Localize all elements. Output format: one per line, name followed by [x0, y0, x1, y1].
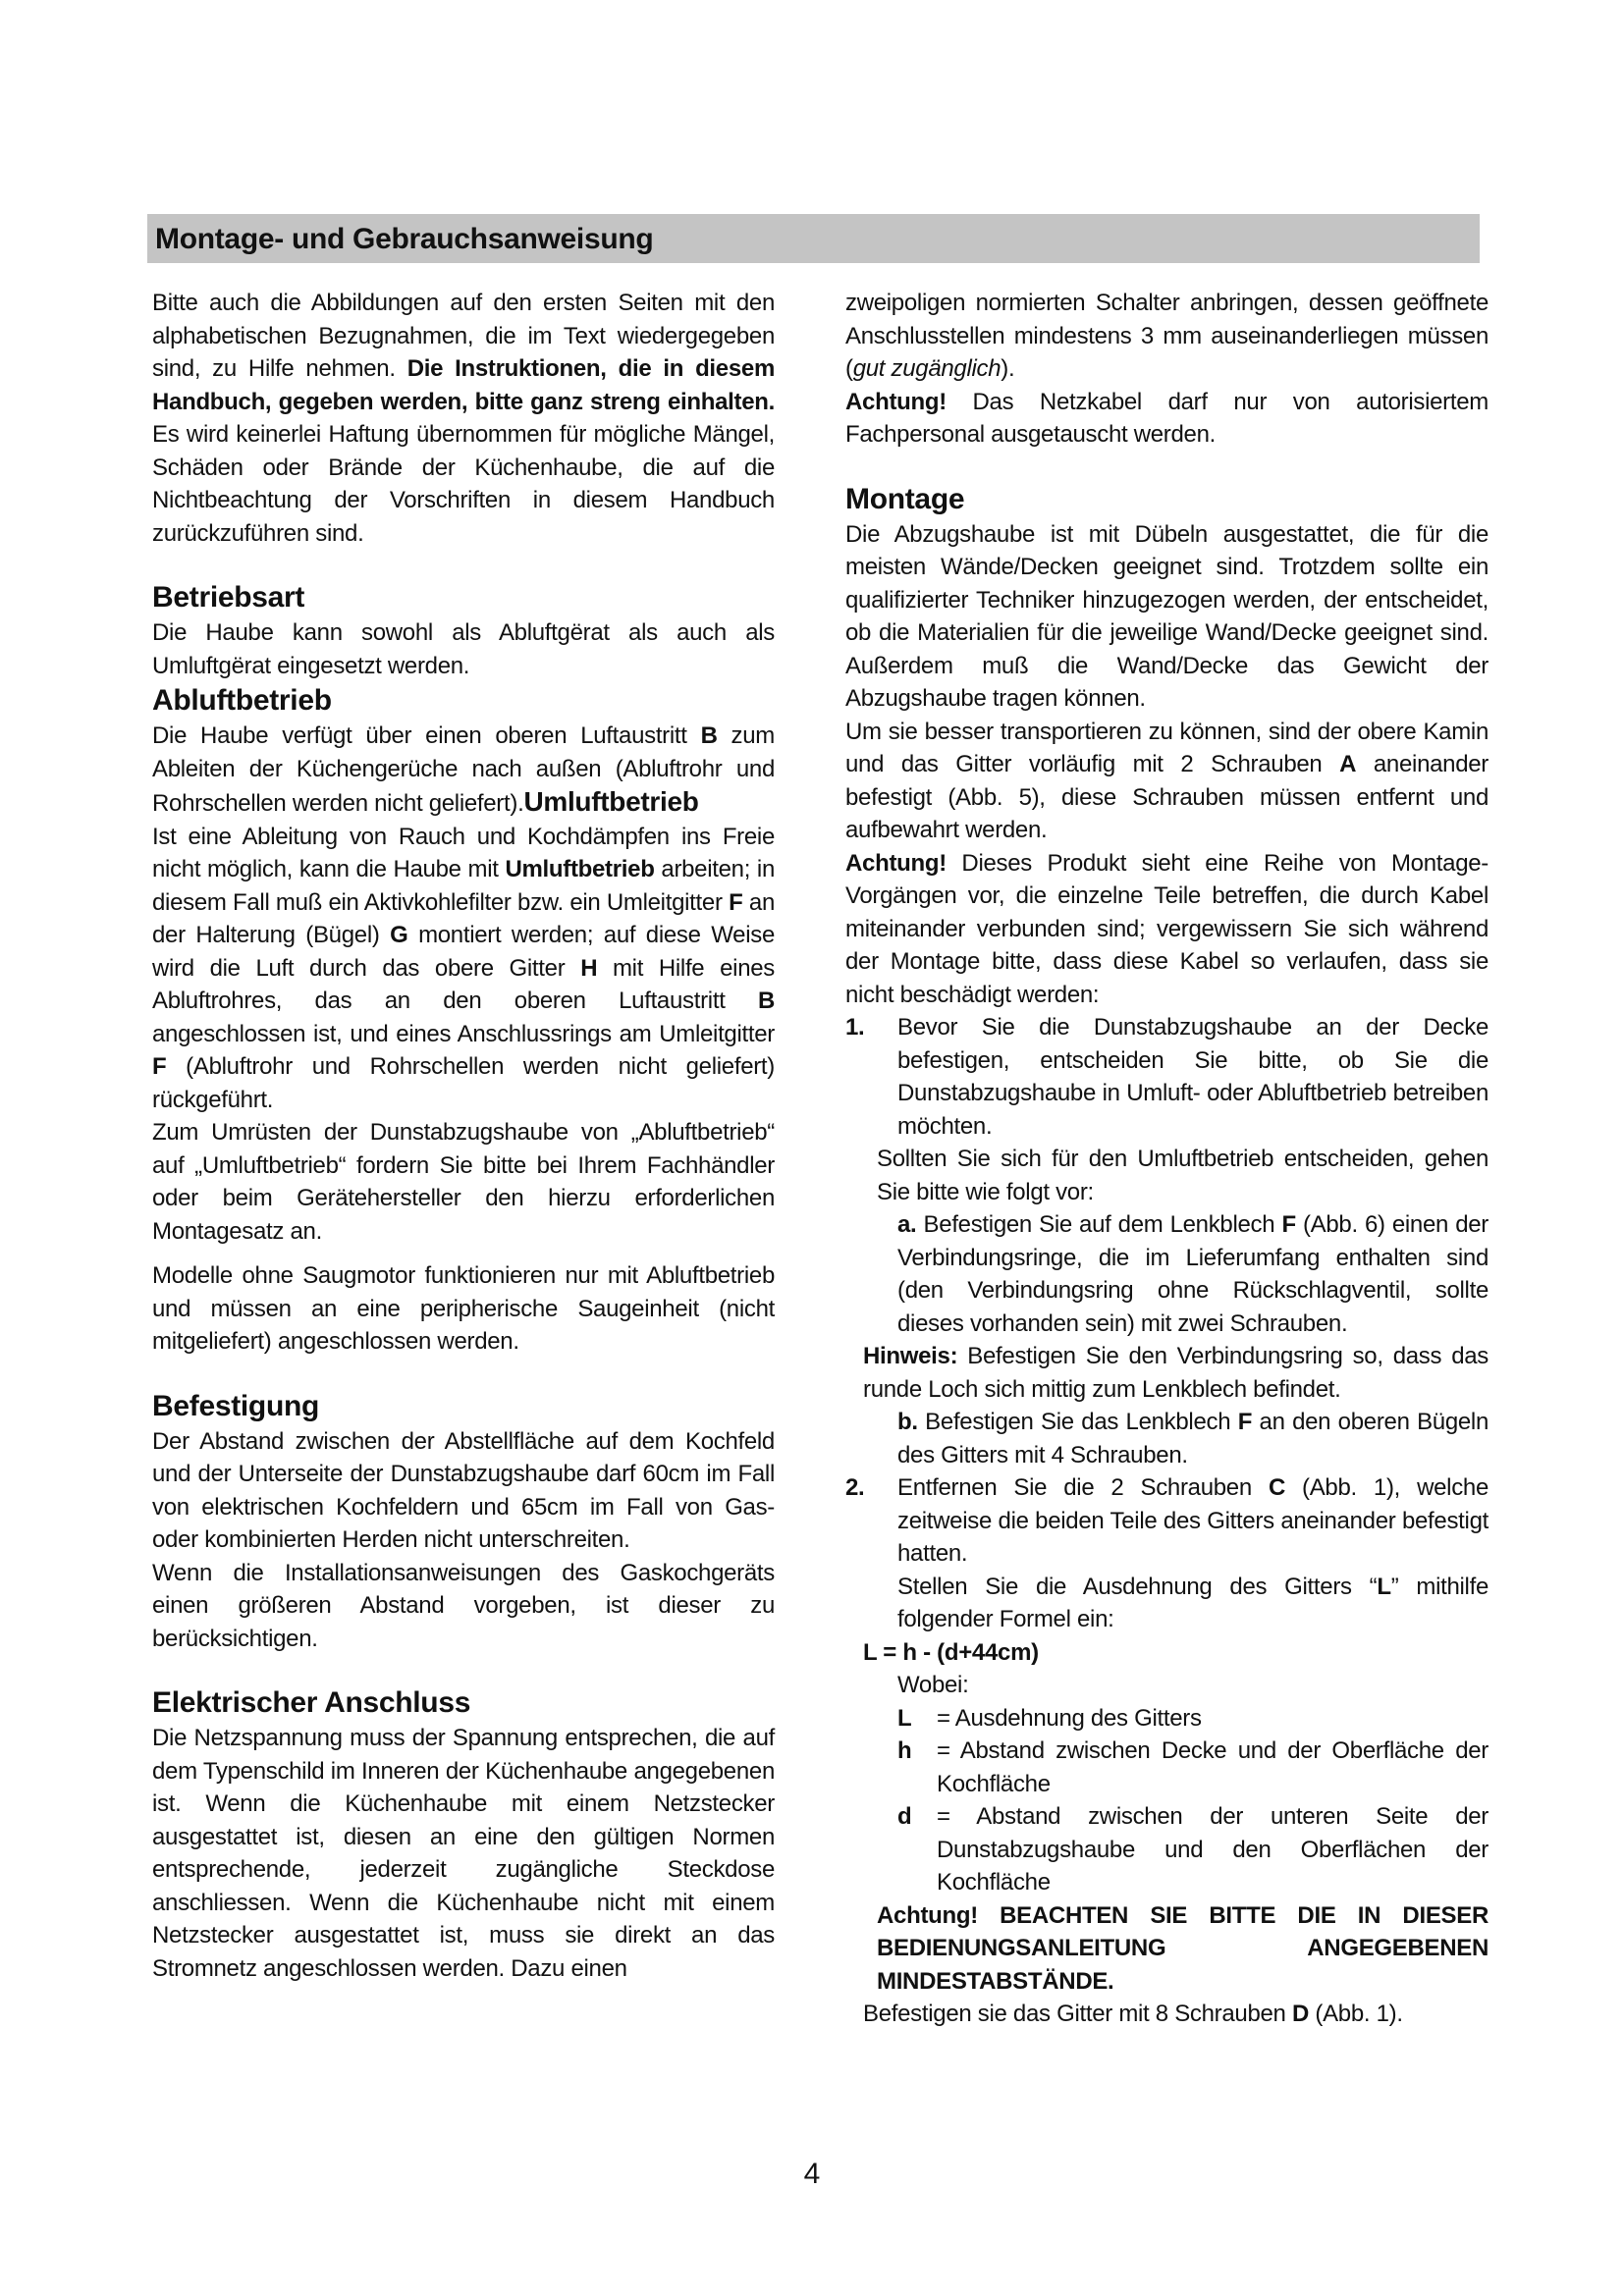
befestigung-paragraph-1: Der Abstand zwischen der Abstellfläche auf dem Kochfeld und der Unterseite der Dunstabzugshaube darf 60cm im Fall von elektrischen Kochfeldern und 65cm im Fall von Gas- oder kombinierten Herden nicht unterschreiten.: [152, 1427, 775, 1553]
step-1: 1. Bevor Sie die Dunstabzugshaube an der Decke befestigen, entscheiden Sie bitte, ob Sie die Dunstabzugshaube in Umluft- oder Abluftbetrieb betreiben möchten.: [845, 1014, 1489, 1140]
definition-item: d = Abstand zwischen der unteren Seite der Dunstabzugshaube und den Oberflächen der Kochfläche: [897, 1803, 1489, 1896]
wobei-label: Wobei:: [897, 1672, 969, 1698]
heading-abluftbetrieb: Abluftbetrieb: [152, 684, 332, 717]
achtung-mindestabstaende: Achtung! BEACHTEN SIE BITTE DIE IN DIESER BEDIENUNGSANLEITUNG ANGEGEBENEN MINDESTABSTÄNDE.: [877, 1901, 1489, 1995]
hinweis: Hinweis: Befestigen Sie den Verbindungsring so, dass das runde Loch sich mittig zum Lenkblech befindet.: [863, 1343, 1489, 1403]
montage-paragraph-1: Die Abzugshaube ist mit Dübeln ausgestattet, die für die meisten Wände/Decken geeignet sind. Trotzdem sollte ein qualifizierter Techniker hinzugezogen werden, der entscheidet, ob die Materialien für die jeweilige Wand/Decke geeignet sind. Außerdem muß die Wand/Decke das Gewicht der Abzugshaube tragen können.: [845, 520, 1489, 712]
intro-paragraph: Bitte auch die Abbildungen auf den ersten Seiten mit den alphabetischen Bezugnahmen, die im Text wiedergegeben sind, zu Hilfe nehmen. Die Instruktionen, die in diesem Handbuch, gegeben werden, bitte ganz streng einhalten. Es wird keinerlei Haftung übernommen für mögliche Mängel, Schäden oder Brände der Küchenhaube, die auf die Nichtbeachtung der Vorschriften in diesem Handbuch zurückzuführen sind.: [152, 290, 775, 547]
switch-paragraph: zweipoligen normierten Schalter anbringen, dessen geöffnete Anschlusstellen mindestens 3 mm auseinanderliegen müssen (gut zugänglich).: [845, 290, 1489, 382]
heading-betriebsart: Betriebsart: [152, 581, 305, 614]
gitter-befestigen: Befestigen sie das Gitter mit 8 Schrauben D (Abb. 1).: [863, 2001, 1403, 2027]
achtung-netzkabel: Achtung! Das Netzkabel darf nur von autorisiertem Fachpersonal ausgetauscht werden.: [845, 388, 1489, 448]
heading-befestigung: Befestigung: [152, 1389, 320, 1422]
step-2: 2. Entfernen Sie die 2 Schrauben C (Abb. 1), welche zeitweise die beiden Teile des Gitters aneinander befestigt hatten.: [845, 1474, 1489, 1567]
heading-umluftbetrieb: Umluftbetrieb: [523, 786, 699, 817]
formula: L = h - (d+44cm): [863, 1638, 1039, 1666]
heading-elektrischer-anschluss: Elektrischer Anschluss: [152, 1686, 471, 1719]
definition-item: L = Ausdehnung des Gitters: [897, 1704, 1202, 1732]
abluftbetrieb-text: Die Haube verfügt über einen oberen Luftaustritt B zum Ableiten der Küchengerüche nach außen (Abluftrohr und Rohrschellen werden nicht geliefert).Umluftbetrieb: [152, 722, 775, 817]
heading-montage: Montage: [845, 482, 965, 515]
modelle-paragraph: Modelle ohne Saugmotor funktionieren nur mit Abluftbetrieb und müssen an eine peripherische Saugeinheit (nicht mitgeliefert) angeschlossen werden.: [152, 1262, 775, 1355]
umluftbetrieb-text: Ist eine Ableitung von Rauch und Kochdämpfen ins Freie nicht möglich, kann die Haube mit Umluftbetrieb arbeiten; in diesem Fall muß ein Aktivkohlefilter bzw. ein Umleitgitter F an der Halterung (Bügel) G montiert werden; auf diese Weise wird die Luft durch das obere Gitter H mit Hilfe eines Abluftrohres, das an den oberen Luftaustritt B angeschlossen ist, und eines Anschlussrings am Umleitgitter F (Abluftrohr und Rohrschellen werden nicht geliefert) rückgeführt.: [152, 823, 776, 1113]
umruesten-paragraph: Zum Umrüsten der Dunstabzugshaube von „Abluftbetrieb“ auf „Umluftbetrieb“ fordern Sie bitte bei Ihrem Fachhändler oder beim Gerätehersteller den hierzu erforderlichen Montagesatz an.: [152, 1119, 775, 1245]
step-1-a: a. Befestigen Sie auf dem Lenkblech F (Abb. 6) einen der Verbindungsringe, die im Lieferumfang enthalten sind (den Verbindungsring ohne Rückschlagventil, sollte dieses vorhanden sein) mit zwei Schrauben.: [897, 1211, 1489, 1337]
step-1-sub: Sollten Sie sich für den Umluftbetrieb entscheiden, gehen Sie bitte wie folgt vor:: [877, 1146, 1489, 1205]
step-2-formula-intro: Stellen Sie die Ausdehnung des Gitters “L” mithilfe folgender Formel ein:: [897, 1573, 1489, 1632]
definition-item: h = Abstand zwischen Decke und der Oberfläche der Kochfläche: [897, 1737, 1489, 1797]
definition-list: [845, 1702, 1489, 1899]
montage-paragraph-2: Um sie besser transportieren zu können, sind der obere Kamin und das Gitter vorläufig mit 2 Schrauben A aneinander befestigt (Abb. 5), diese Schrauben müssen entfernt und aufbewahrt werden.: [845, 718, 1489, 843]
page-title: Montage- und Gebrauchsanweisung: [147, 214, 1480, 263]
achtung-kabel: Achtung! Dieses Produkt sieht eine Reihe von Montage-Vorgängen vor, die einzelne Teile betreffen, die durch Kabel miteinander verbunden sind; vergewissern Sie sich während der Montage bitte, dass diese Kabel so verlaufen, dass sie nicht beschädigt werden:: [845, 849, 1489, 1008]
step-1-b: b. Befestigen Sie das Lenkblech F an den oberen Bügeln des Gitters mit 4 Schrauben.: [897, 1409, 1489, 1468]
befestigung-paragraph-2: Wenn die Installationsanweisungen des Gaskochgeräts einen größeren Abstand vorgeben, ist dieser zu berücksichtigen.: [152, 1559, 775, 1652]
elektrischer-anschluss-text: Die Netzspannung muss der Spannung entsprechen, die auf dem Typenschild im Inneren der Küchenhaube angegebenen ist. Wenn die Küchenhaube mit einem Netzstecker ausgestattet ist, diesen an eine den gültigen Normen entsprechende, jederzeit zugängliche Steckdose anschliessen. Wenn die Küchenhaube nicht mit einem Netzstecker ausgestattet ist, muss sie direkt an das Stromnetz angeschlossen werden. Dazu einen: [152, 1725, 775, 1982]
page-number: 4: [803, 2158, 821, 2190]
right-column: [845, 287, 1489, 2031]
left-column: [152, 287, 775, 1985]
betriebsart-text: Die Haube kann sowohl als Abluftgërat als auch als Umluftgërat eingesetzt werden.: [152, 619, 775, 679]
